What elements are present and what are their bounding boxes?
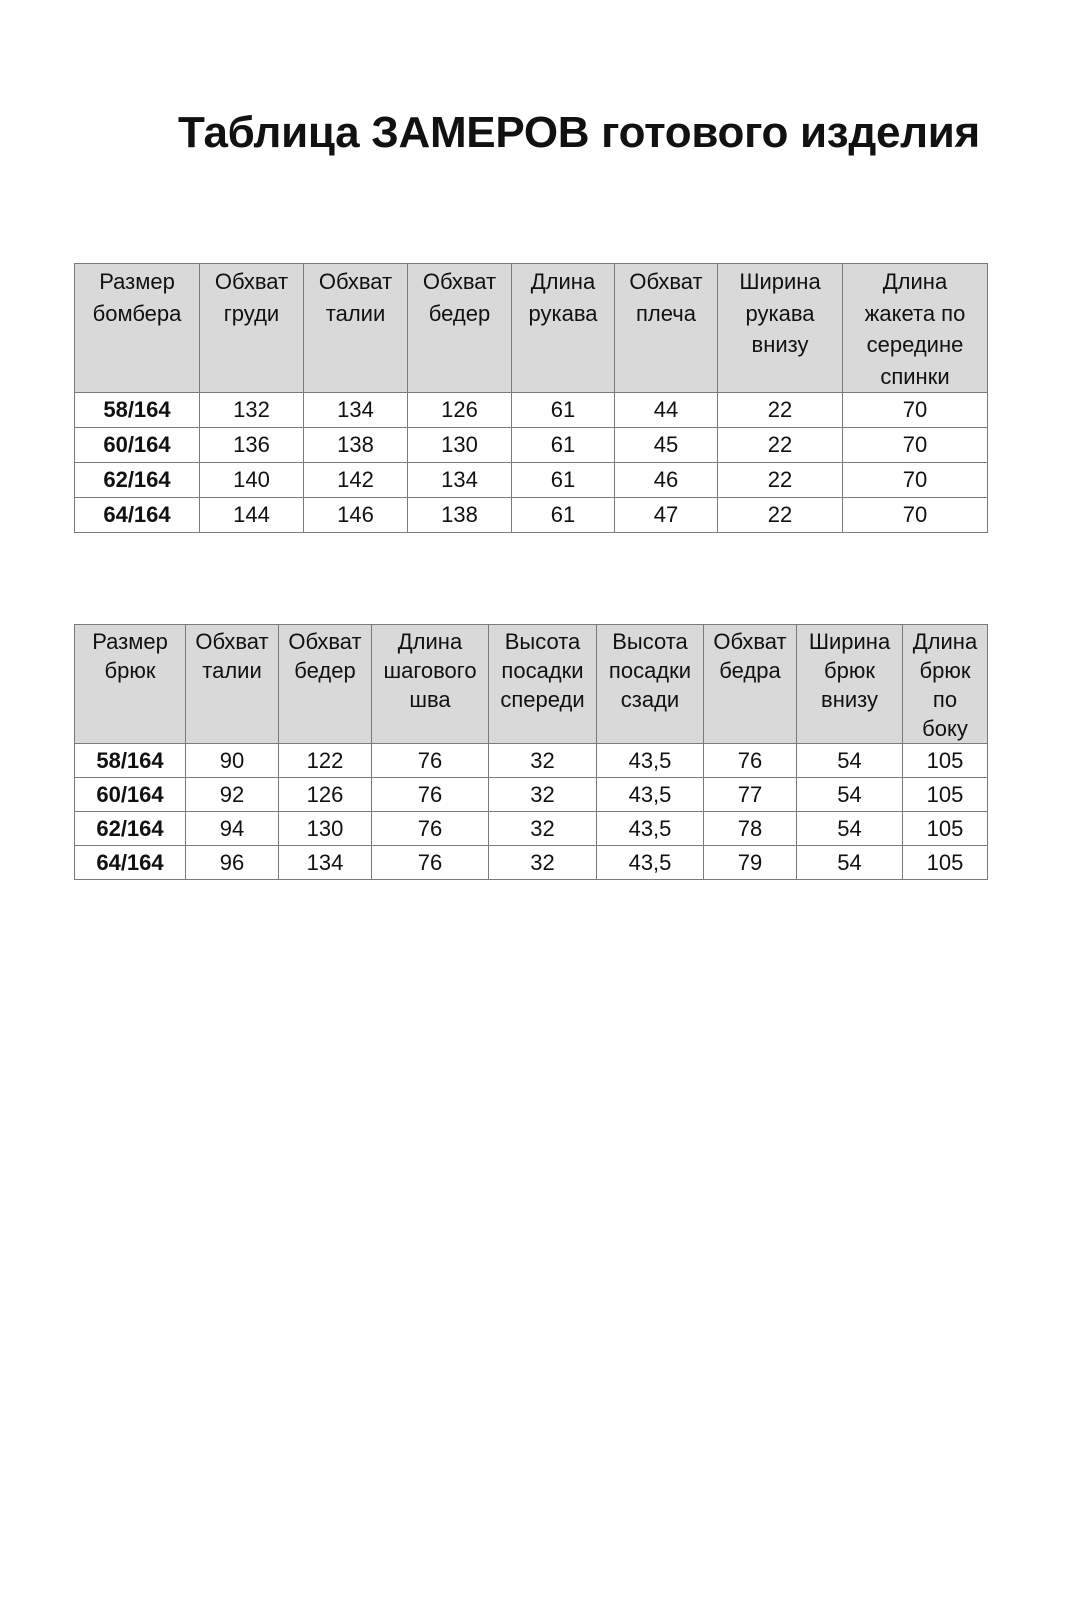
measurement-cell: 70 xyxy=(843,393,988,428)
column-header xyxy=(200,264,304,393)
measurement-cell: 138 xyxy=(304,428,408,463)
column-header xyxy=(489,625,597,744)
table-row xyxy=(75,744,988,778)
column-header xyxy=(704,625,797,744)
pants-measurements-table xyxy=(74,624,988,880)
column-header xyxy=(597,625,704,744)
column-header-line: Высота xyxy=(612,629,688,654)
column-header-line: Размер xyxy=(99,269,175,294)
column-header-line: рукава xyxy=(528,300,598,326)
table-header-row xyxy=(75,625,988,744)
measurement-cell: 70 xyxy=(843,463,988,498)
measurement-cell: 22 xyxy=(718,498,843,533)
column-header-line: сзади xyxy=(620,687,680,712)
measurement-cell: 54 xyxy=(797,744,903,778)
measurement-cell: 77 xyxy=(704,778,797,812)
measurement-cell: 44 xyxy=(615,393,718,428)
page-title: Таблица ЗАМЕРОВ готового изделия xyxy=(178,108,980,157)
measurement-cell: 61 xyxy=(512,428,615,463)
column-header-line: бедер xyxy=(294,658,356,683)
measurement-cell: 32 xyxy=(489,812,597,846)
measurement-cell: 92 xyxy=(186,778,279,812)
column-header-line: Размер xyxy=(92,629,168,654)
column-header-line: талии xyxy=(325,300,386,326)
measurement-cell: 45 xyxy=(615,428,718,463)
column-header-line: внизу xyxy=(751,332,809,357)
measurement-cell: 134 xyxy=(304,393,408,428)
measurement-cell: 134 xyxy=(279,846,372,880)
size-cell: 58/164 xyxy=(75,393,200,428)
measurement-cell: 96 xyxy=(186,846,279,880)
column-header-line: брюк xyxy=(104,658,156,683)
measurement-cell: 43,5 xyxy=(597,846,704,880)
column-header xyxy=(512,264,615,393)
column-header-line: Длина xyxy=(882,269,948,294)
measurement-cell: 105 xyxy=(903,846,988,880)
measurement-cell: 61 xyxy=(512,463,615,498)
measurement-cell: 94 xyxy=(186,812,279,846)
column-header-line: Длина xyxy=(912,629,978,654)
measurement-cell: 138 xyxy=(408,498,512,533)
measurement-cell: 61 xyxy=(512,498,615,533)
measurement-cell: 76 xyxy=(372,778,489,812)
column-header xyxy=(304,264,408,393)
column-header xyxy=(408,264,512,393)
measurement-cell: 47 xyxy=(615,498,718,533)
measurement-cell: 78 xyxy=(704,812,797,846)
table-row xyxy=(75,463,988,498)
column-header-line: спереди xyxy=(500,687,585,712)
measurement-cell: 54 xyxy=(797,778,903,812)
column-header-line: Длина xyxy=(397,629,463,654)
column-header-line: бедер xyxy=(428,300,491,326)
measurement-cell: 79 xyxy=(704,846,797,880)
table-row xyxy=(75,812,988,846)
size-cell: 62/164 xyxy=(75,463,200,498)
column-header xyxy=(372,625,489,744)
column-header-line: посадки xyxy=(501,658,584,683)
column-header xyxy=(843,264,988,393)
measurement-cell: 70 xyxy=(843,428,988,463)
measurement-cell: 76 xyxy=(372,744,489,778)
measurement-cell: 46 xyxy=(615,463,718,498)
measurement-cell: 43,5 xyxy=(597,744,704,778)
column-header-line: жакета по xyxy=(864,300,966,326)
measurement-cell: 43,5 xyxy=(597,812,704,846)
measurement-cell: 146 xyxy=(304,498,408,533)
measurement-cell: 90 xyxy=(186,744,279,778)
column-header-line: по xyxy=(932,687,958,712)
measurement-cell: 136 xyxy=(200,428,304,463)
column-header-line: груди xyxy=(223,300,280,326)
column-header-line: Обхват xyxy=(195,629,269,654)
column-header-line: внизу xyxy=(821,687,878,712)
table-row xyxy=(75,393,988,428)
column-header xyxy=(279,625,372,744)
column-header-line: талии xyxy=(202,658,262,683)
measurement-cell: 126 xyxy=(279,778,372,812)
size-cell: 60/164 xyxy=(75,778,186,812)
table-header-row xyxy=(75,264,988,393)
column-header-line: плеча xyxy=(636,300,696,326)
measurement-cell: 32 xyxy=(489,846,597,880)
column-header-line: Обхват xyxy=(318,269,393,294)
size-cell: 64/164 xyxy=(75,498,200,533)
measurement-cell: 142 xyxy=(304,463,408,498)
column-header-line: рукава xyxy=(745,300,815,326)
measurement-cell: 105 xyxy=(903,812,988,846)
column-header-line: бомбера xyxy=(92,300,182,326)
measurement-cell: 134 xyxy=(408,463,512,498)
measurement-cell: 105 xyxy=(903,778,988,812)
table-row xyxy=(75,428,988,463)
table-row xyxy=(75,498,988,533)
column-header-line: Обхват xyxy=(214,269,289,294)
size-cell: 60/164 xyxy=(75,428,200,463)
measurement-cell: 22 xyxy=(718,428,843,463)
measurement-cell: 140 xyxy=(200,463,304,498)
size-cell: 64/164 xyxy=(75,846,186,880)
column-header-line: брюк xyxy=(824,658,875,683)
measurement-cell: 32 xyxy=(489,778,597,812)
table-row xyxy=(75,778,988,812)
measurement-cell: 130 xyxy=(408,428,512,463)
size-cell: 62/164 xyxy=(75,812,186,846)
column-header-line: Обхват xyxy=(422,269,497,294)
measurement-cell: 70 xyxy=(843,498,988,533)
column-header xyxy=(718,264,843,393)
measurement-cell: 22 xyxy=(718,463,843,498)
column-header-line: брюк xyxy=(919,658,971,683)
measurement-cell: 43,5 xyxy=(597,778,704,812)
column-header-line: шагового xyxy=(383,658,477,683)
column-header-line: посадки xyxy=(608,658,692,683)
measurement-cell: 76 xyxy=(372,812,489,846)
table-row xyxy=(75,846,988,880)
measurement-cell: 130 xyxy=(279,812,372,846)
measurement-cell: 76 xyxy=(372,846,489,880)
column-header-line: Обхват xyxy=(713,629,787,654)
column-header xyxy=(903,625,988,744)
column-header xyxy=(797,625,903,744)
measurement-cell: 54 xyxy=(797,812,903,846)
measurement-cell: 105 xyxy=(903,744,988,778)
measurement-cell: 122 xyxy=(279,744,372,778)
column-header-line: середине xyxy=(866,332,964,357)
size-cell: 58/164 xyxy=(75,744,186,778)
column-header xyxy=(75,625,186,744)
measurement-cell: 22 xyxy=(718,393,843,428)
measurement-cell: 76 xyxy=(704,744,797,778)
measurement-cell: 126 xyxy=(408,393,512,428)
measurement-cell: 132 xyxy=(200,393,304,428)
column-header-line: боку xyxy=(922,716,968,741)
column-header-line: Высота xyxy=(504,629,581,654)
column-header-line: бедра xyxy=(719,658,781,683)
column-header-line: Ширина xyxy=(739,269,821,294)
column-header xyxy=(186,625,279,744)
column-header-line: спинки xyxy=(880,363,950,389)
column-header-line: шва xyxy=(409,687,451,712)
measurement-cell: 144 xyxy=(200,498,304,533)
measurement-cell: 61 xyxy=(512,393,615,428)
column-header-line: Обхват xyxy=(629,269,703,294)
column-header-line: Ширина xyxy=(808,629,891,654)
measurement-cell: 54 xyxy=(797,846,903,880)
column-header-line: Обхват xyxy=(288,629,362,654)
jacket-measurements-table xyxy=(74,263,988,533)
column-header xyxy=(615,264,718,393)
column-header xyxy=(75,264,200,393)
measurement-cell: 32 xyxy=(489,744,597,778)
column-header-line: Длина xyxy=(530,269,596,294)
